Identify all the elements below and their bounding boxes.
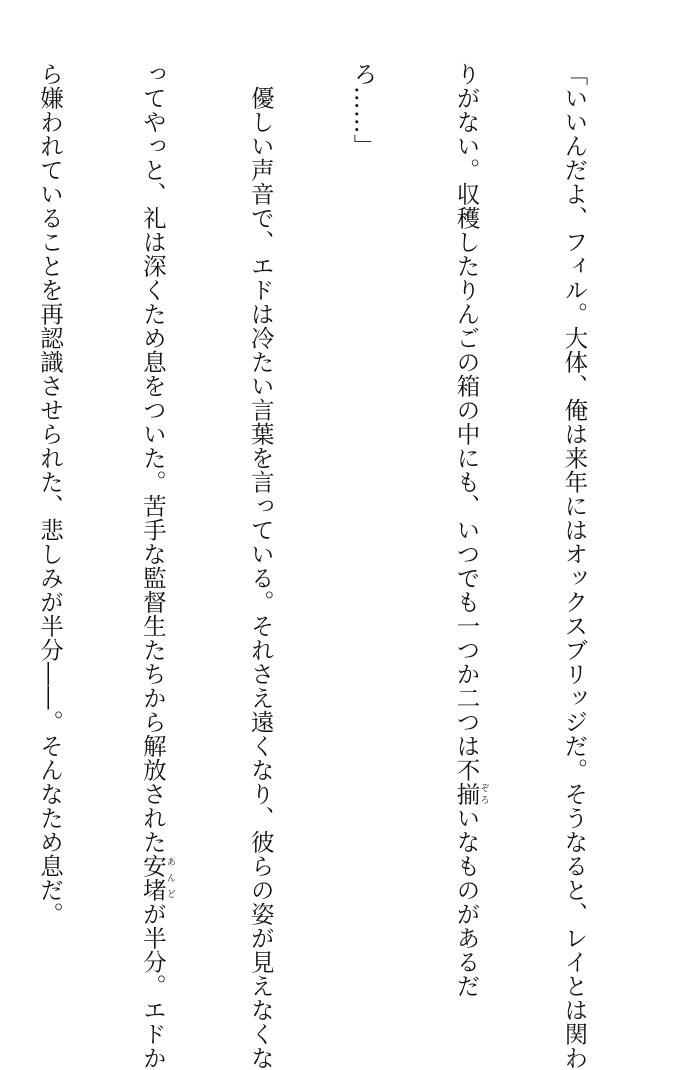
vertical-text-body	[0, 62, 660, 1070]
text-line: ら嫌われていることを再認識させられた、悲しみが半分――。そんなため息だ。	[35, 62, 64, 926]
text-line: りがない。収穫したりんごの箱の中にも、いつでも一つか二つは不揃ぞろいなものがあるだ	[452, 62, 489, 998]
furigana-ruby: 安堵あんど	[138, 854, 175, 902]
furigana-reading: ぞろ	[478, 782, 489, 806]
text-line: 優しい声音で、エドは冷たい言葉を言っている。それさえ遠くなり、彼らの姿が見えなくな	[246, 62, 275, 1070]
text-line: 「いいんだよ、フィル。大体、俺は来年にはオックスブリッジだ。そうなると、レイとは関わ	[560, 62, 589, 1070]
text-line: ろ……」	[349, 62, 378, 158]
furigana-reading: あんど	[164, 854, 175, 902]
furigana-ruby: 揃ぞろ	[452, 782, 489, 806]
text-line: ってやっと、礼は深くため息をついた。苦手な監督生たちから解放された安堵あんどが半分。エドか	[138, 62, 175, 1070]
